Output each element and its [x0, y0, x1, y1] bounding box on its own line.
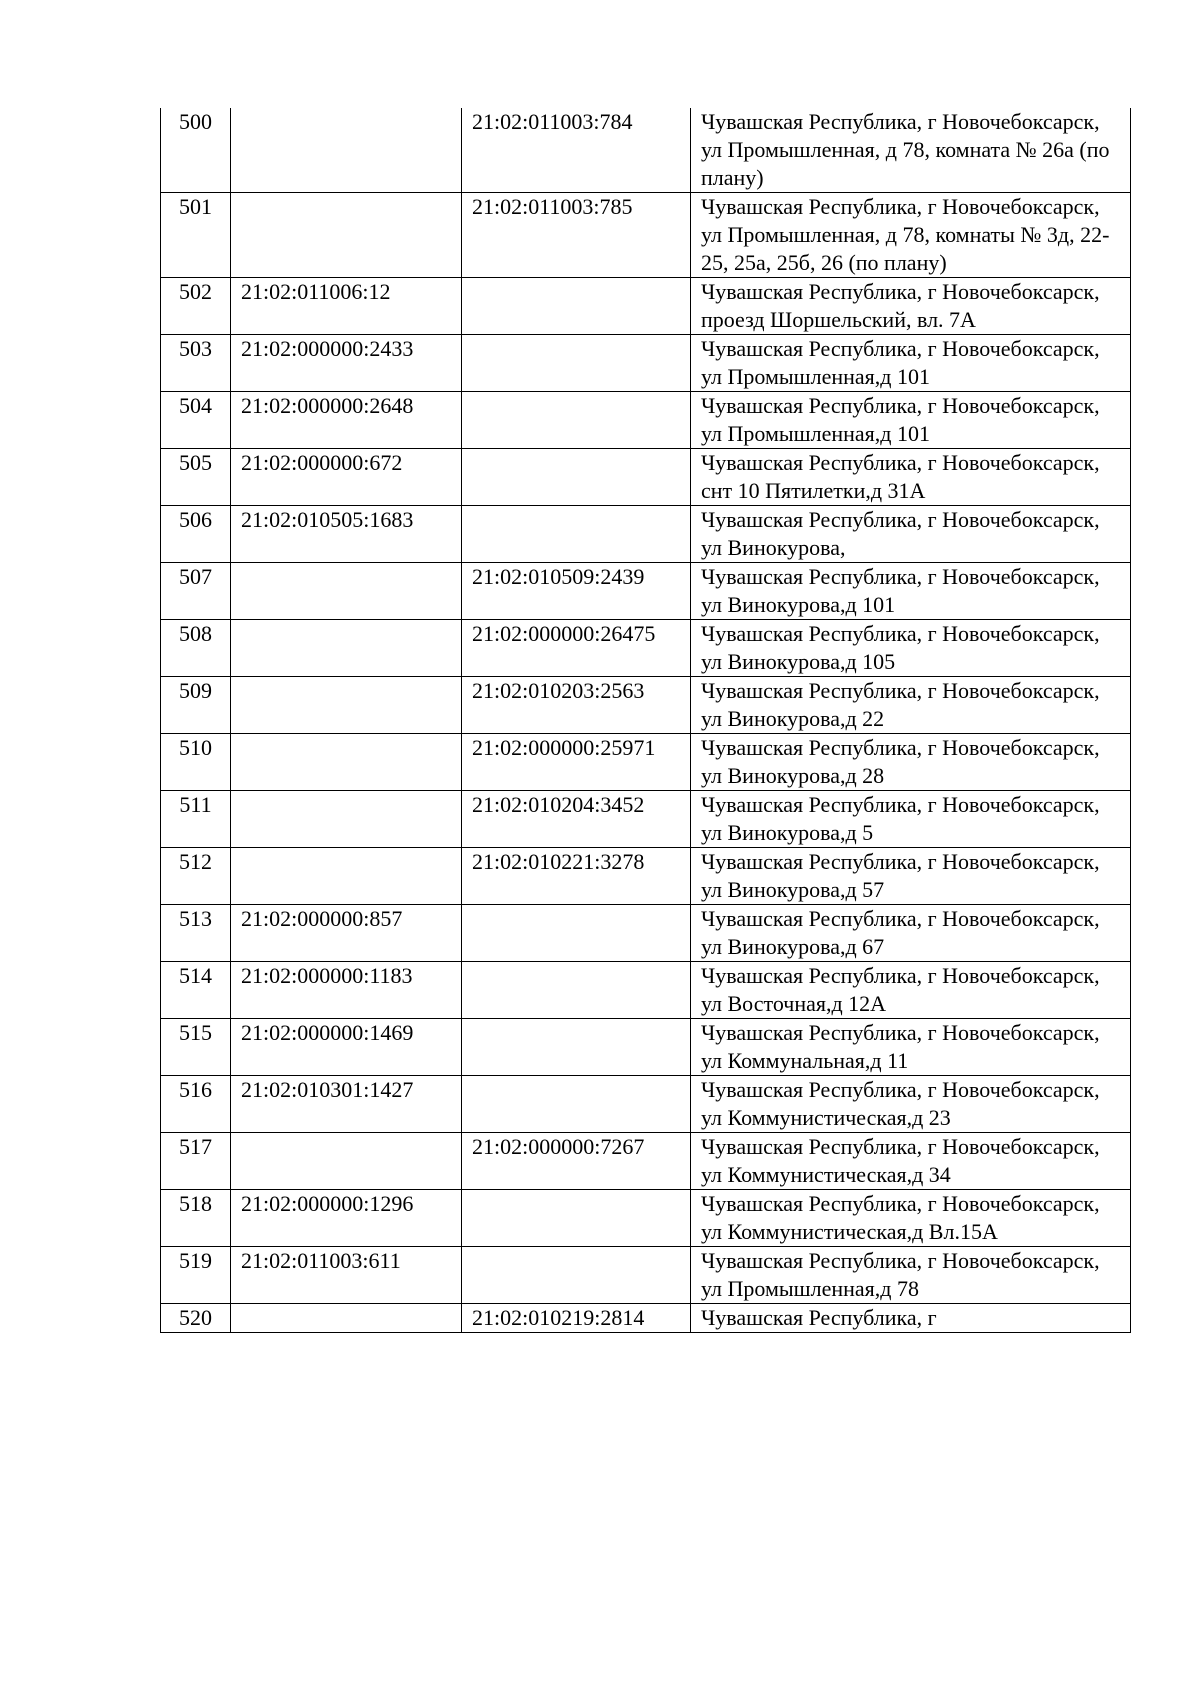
- land-cadastral-cell: 21:02:000000:2433: [231, 335, 462, 392]
- table-body: [161, 108, 1131, 1333]
- address-cell: Чувашская Республика, г: [691, 1304, 1131, 1333]
- building-cadastral-cell: 21:02:000000:7267: [462, 1133, 691, 1190]
- row-number-cell: 508: [161, 620, 231, 677]
- table-row: [161, 791, 1131, 848]
- row-number-cell: 509: [161, 677, 231, 734]
- address-cell: Чувашская Республика, г Новочебоксарск, ул Винокурова,д 105: [691, 620, 1131, 677]
- row-number-cell: 516: [161, 1076, 231, 1133]
- table-row: [161, 392, 1131, 449]
- land-cadastral-cell: [231, 734, 462, 791]
- row-number-cell: 501: [161, 193, 231, 278]
- building-cadastral-cell: [462, 1190, 691, 1247]
- land-cadastral-cell: [231, 1304, 462, 1333]
- building-cadastral-cell: [462, 392, 691, 449]
- property-registry-table: [160, 108, 1131, 1333]
- table-row: [161, 449, 1131, 506]
- table-row: [161, 1133, 1131, 1190]
- address-cell: Чувашская Республика, г Новочебоксарск, ул Винокурова,д 22: [691, 677, 1131, 734]
- address-cell: Чувашская Республика, г Новочебоксарск, ул Коммунистическая,д 34: [691, 1133, 1131, 1190]
- row-number-cell: 511: [161, 791, 231, 848]
- address-cell: Чувашская Республика, г Новочебоксарск, ул Винокурова,д 57: [691, 848, 1131, 905]
- address-cell: Чувашская Республика, г Новочебоксарск, ул Промышленная, д 78, комната № 26а (по плану): [691, 108, 1131, 193]
- land-cadastral-cell: 21:02:010301:1427: [231, 1076, 462, 1133]
- building-cadastral-cell: 21:02:000000:26475: [462, 620, 691, 677]
- row-number-cell: 517: [161, 1133, 231, 1190]
- address-cell: Чувашская Республика, г Новочебоксарск, ул Восточная,д 12А: [691, 962, 1131, 1019]
- land-cadastral-cell: [231, 193, 462, 278]
- land-cadastral-cell: 21:02:011006:12: [231, 278, 462, 335]
- building-cadastral-cell: [462, 449, 691, 506]
- address-cell: Чувашская Республика, г Новочебоксарск, ул Промышленная,д 101: [691, 335, 1131, 392]
- row-number-cell: 519: [161, 1247, 231, 1304]
- land-cadastral-cell: 21:02:000000:1296: [231, 1190, 462, 1247]
- row-number-cell: 504: [161, 392, 231, 449]
- table-row: [161, 278, 1131, 335]
- land-cadastral-cell: 21:02:011003:611: [231, 1247, 462, 1304]
- building-cadastral-cell: 21:02:011003:784: [462, 108, 691, 193]
- table-row: [161, 563, 1131, 620]
- land-cadastral-cell: [231, 1133, 462, 1190]
- address-cell: Чувашская Республика, г Новочебоксарск, ул Промышленная,д 78: [691, 1247, 1131, 1304]
- table-row: [161, 193, 1131, 278]
- building-cadastral-cell: 21:02:010219:2814: [462, 1304, 691, 1333]
- building-cadastral-cell: [462, 278, 691, 335]
- land-cadastral-cell: [231, 848, 462, 905]
- building-cadastral-cell: [462, 1076, 691, 1133]
- building-cadastral-cell: 21:02:010221:3278: [462, 848, 691, 905]
- building-cadastral-cell: 21:02:010509:2439: [462, 563, 691, 620]
- building-cadastral-cell: 21:02:000000:25971: [462, 734, 691, 791]
- address-cell: Чувашская Республика, г Новочебоксарск, ул Промышленная,д 101: [691, 392, 1131, 449]
- building-cadastral-cell: 21:02:010204:3452: [462, 791, 691, 848]
- building-cadastral-cell: [462, 905, 691, 962]
- row-number-cell: 500: [161, 108, 231, 193]
- land-cadastral-cell: [231, 791, 462, 848]
- table-row: [161, 1247, 1131, 1304]
- table-row: [161, 848, 1131, 905]
- row-number-cell: 515: [161, 1019, 231, 1076]
- row-number-cell: 520: [161, 1304, 231, 1333]
- address-cell: Чувашская Республика, г Новочебоксарск, ул Винокурова,д 101: [691, 563, 1131, 620]
- building-cadastral-cell: [462, 962, 691, 1019]
- address-cell: Чувашская Республика, г Новочебоксарск, ул Винокурова,: [691, 506, 1131, 563]
- address-cell: Чувашская Республика, г Новочебоксарск, снт 10 Пятилетки,д 31А: [691, 449, 1131, 506]
- row-number-cell: 506: [161, 506, 231, 563]
- row-number-cell: 510: [161, 734, 231, 791]
- land-cadastral-cell: [231, 563, 462, 620]
- address-cell: Чувашская Республика, г Новочебоксарск, проезд Шоршельский, вл. 7А: [691, 278, 1131, 335]
- row-number-cell: 518: [161, 1190, 231, 1247]
- address-cell: Чувашская Республика, г Новочебоксарск, ул Коммунальная,д 11: [691, 1019, 1131, 1076]
- address-cell: Чувашская Республика, г Новочебоксарск, ул Коммунистическая,д 23: [691, 1076, 1131, 1133]
- address-cell: Чувашская Республика, г Новочебоксарск, ул Коммунистическая,д Вл.15А: [691, 1190, 1131, 1247]
- building-cadastral-cell: [462, 1019, 691, 1076]
- table-row: [161, 1304, 1131, 1333]
- land-cadastral-cell: 21:02:000000:1183: [231, 962, 462, 1019]
- land-cadastral-cell: 21:02:000000:2648: [231, 392, 462, 449]
- table-row: [161, 962, 1131, 1019]
- row-number-cell: 512: [161, 848, 231, 905]
- table-row: [161, 108, 1131, 193]
- table-row: [161, 1076, 1131, 1133]
- address-cell: Чувашская Республика, г Новочебоксарск, ул Винокурова,д 67: [691, 905, 1131, 962]
- table-row: [161, 734, 1131, 791]
- row-number-cell: 503: [161, 335, 231, 392]
- building-cadastral-cell: [462, 1247, 691, 1304]
- table-row: [161, 1190, 1131, 1247]
- address-cell: Чувашская Республика, г Новочебоксарск, ул Винокурова,д 5: [691, 791, 1131, 848]
- table-row: [161, 905, 1131, 962]
- row-number-cell: 514: [161, 962, 231, 1019]
- table-row: [161, 335, 1131, 392]
- row-number-cell: 513: [161, 905, 231, 962]
- address-cell: Чувашская Республика, г Новочебоксарск, ул Винокурова,д 28: [691, 734, 1131, 791]
- land-cadastral-cell: 21:02:000000:1469: [231, 1019, 462, 1076]
- row-number-cell: 502: [161, 278, 231, 335]
- row-number-cell: 507: [161, 563, 231, 620]
- table-row: [161, 620, 1131, 677]
- table-row: [161, 506, 1131, 563]
- row-number-cell: 505: [161, 449, 231, 506]
- address-cell: Чувашская Республика, г Новочебоксарск, ул Промышленная, д 78, комнаты № 3д, 22-25, 25а, 25б, 26 (по плану): [691, 193, 1131, 278]
- table-row: [161, 1019, 1131, 1076]
- land-cadastral-cell: [231, 677, 462, 734]
- table-row: [161, 677, 1131, 734]
- building-cadastral-cell: [462, 335, 691, 392]
- land-cadastral-cell: 21:02:000000:672: [231, 449, 462, 506]
- building-cadastral-cell: [462, 506, 691, 563]
- land-cadastral-cell: [231, 108, 462, 193]
- land-cadastral-cell: 21:02:000000:857: [231, 905, 462, 962]
- land-cadastral-cell: 21:02:010505:1683: [231, 506, 462, 563]
- land-cadastral-cell: [231, 620, 462, 677]
- building-cadastral-cell: 21:02:010203:2563: [462, 677, 691, 734]
- building-cadastral-cell: 21:02:011003:785: [462, 193, 691, 278]
